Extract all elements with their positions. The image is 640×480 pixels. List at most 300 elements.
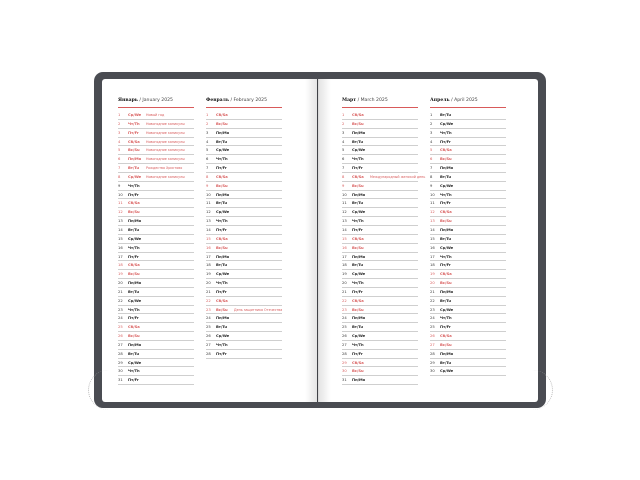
- day-number: 21: [430, 289, 435, 294]
- weekday-label: Пт/Fr: [216, 351, 227, 356]
- day-row: [342, 120, 418, 129]
- weekday-label: Вт/Tu: [352, 201, 364, 206]
- day-row: [342, 253, 418, 262]
- day-row: [342, 270, 418, 279]
- weekday-label: Чт/Th: [440, 130, 452, 135]
- weekday-label: Сб/Sa: [216, 113, 228, 117]
- weekday-label: Чт/Th: [216, 219, 228, 224]
- day-number: 8: [118, 174, 121, 179]
- day-number: 22: [206, 298, 211, 303]
- holiday-note: Новогодние каникулы: [146, 157, 185, 162]
- day-row: [206, 191, 282, 200]
- day-list: [430, 111, 506, 376]
- weekday-label: Сб/Sa: [440, 334, 452, 339]
- weekday-label: Пн/Mo: [216, 316, 230, 321]
- day-number: 7: [430, 166, 433, 171]
- day-row: [430, 261, 506, 270]
- month-name-ru: Апрель: [430, 98, 450, 103]
- day-row: [118, 297, 194, 306]
- day-row: [206, 350, 282, 359]
- day-number: 9: [206, 183, 209, 188]
- day-row: [430, 350, 506, 359]
- day-row: [342, 191, 418, 200]
- day-number: 7: [206, 166, 209, 171]
- day-row: [118, 279, 194, 288]
- page-gutter: [305, 79, 331, 402]
- day-number: 15: [430, 236, 435, 241]
- day-number: 19: [118, 272, 123, 277]
- day-row: [118, 332, 194, 341]
- day-row: [206, 182, 282, 191]
- day-number: 23: [430, 307, 435, 312]
- day-number: 24: [118, 316, 123, 321]
- weekday-label: Вс/Su: [440, 281, 452, 286]
- day-number: 18: [342, 263, 347, 268]
- day-row: [206, 226, 282, 235]
- weekday-label: Вт/Tu: [440, 298, 452, 303]
- day-row: [206, 253, 282, 262]
- day-row: [430, 332, 506, 341]
- day-row: [118, 376, 194, 385]
- day-row: [342, 261, 418, 270]
- day-row: [118, 288, 194, 297]
- day-row: [342, 217, 418, 226]
- day-number: 25: [430, 325, 435, 330]
- day-number: 28: [206, 351, 211, 356]
- weekday-label: Пт/Fr: [216, 166, 227, 171]
- day-row: [206, 306, 282, 315]
- day-number: 11: [118, 201, 123, 206]
- day-number: 15: [206, 236, 211, 241]
- day-number: 18: [430, 263, 435, 268]
- day-number: 8: [206, 174, 209, 179]
- weekday-label: Ср/We: [352, 148, 366, 153]
- day-row: [342, 314, 418, 323]
- day-number: 27: [430, 342, 435, 347]
- weekday-label: Пт/Fr: [216, 227, 227, 232]
- day-number: 3: [430, 130, 433, 135]
- weekday-label: Вс/Su: [216, 307, 228, 312]
- weekday-label: Пт/Fr: [128, 130, 139, 135]
- day-number: 25: [342, 325, 347, 330]
- holiday-note: День защитника Отечества: [234, 307, 283, 312]
- day-number: 11: [430, 201, 435, 206]
- weekday-label: Чт/Th: [128, 245, 140, 250]
- day-row: [342, 173, 426, 182]
- weekday-label: Пн/Mo: [440, 351, 454, 356]
- weekday-label: Пт/Fr: [128, 254, 139, 259]
- day-row: [430, 164, 506, 173]
- weekday-label: Вс/Su: [128, 148, 140, 153]
- day-number: 23: [342, 307, 347, 312]
- weekday-label: Вс/Su: [128, 272, 140, 277]
- month-block-february: [206, 97, 282, 359]
- day-number: 7: [118, 166, 121, 171]
- day-row: [206, 138, 282, 147]
- day-number: 10: [206, 192, 211, 197]
- holiday-note: Новогодние каникулы: [146, 121, 185, 126]
- weekday-label: Ср/We: [440, 121, 454, 126]
- day-number: 12: [430, 210, 435, 215]
- day-list: [118, 111, 194, 385]
- day-row: [342, 138, 418, 147]
- day-number: 2: [118, 121, 121, 126]
- day-number: 14: [430, 227, 435, 232]
- day-row: [342, 226, 418, 235]
- day-row: [342, 332, 418, 341]
- day-number: 12: [206, 210, 211, 215]
- day-row: [206, 120, 282, 129]
- weekday-label: Сб/Sa: [216, 298, 228, 303]
- day-number: 30: [430, 369, 435, 374]
- day-number: 24: [430, 316, 435, 321]
- day-number: 26: [342, 334, 347, 339]
- month-header: Март / March 2025: [342, 98, 388, 103]
- month-underline: [430, 107, 506, 108]
- weekday-label: Вс/Su: [216, 245, 228, 250]
- day-row: [118, 244, 194, 253]
- day-row: [118, 191, 194, 200]
- day-number: 26: [118, 334, 123, 339]
- day-row: [342, 208, 418, 217]
- weekday-label: Вс/Su: [352, 183, 364, 188]
- day-number: 16: [430, 245, 435, 250]
- day-number: 26: [430, 334, 435, 339]
- weekday-label: Ср/We: [128, 360, 142, 365]
- day-number: 22: [430, 298, 435, 303]
- holiday-note: Новогодние каникулы: [146, 148, 185, 153]
- weekday-label: Вт/Tu: [352, 139, 364, 144]
- weekday-label: Пн/Mo: [128, 219, 142, 224]
- weekday-label: Пн/Mo: [216, 254, 230, 259]
- weekday-label: Ср/We: [216, 272, 230, 277]
- weekday-label: Вс/Su: [216, 183, 228, 188]
- day-row: [118, 146, 194, 155]
- day-number: 30: [118, 369, 123, 374]
- day-number: 27: [206, 342, 211, 347]
- weekday-label: Чт/Th: [440, 316, 452, 321]
- day-number: 6: [206, 157, 209, 162]
- day-number: 17: [430, 254, 435, 259]
- weekday-label: Чт/Th: [128, 183, 140, 188]
- month-name-en: March 2025: [360, 98, 388, 103]
- weekday-label: Чт/Th: [440, 254, 452, 259]
- day-row: [206, 217, 282, 226]
- day-number: 28: [430, 351, 435, 356]
- day-number: 1: [342, 113, 345, 117]
- day-number: 4: [206, 139, 209, 144]
- day-row: [430, 120, 506, 129]
- day-row: [342, 323, 418, 332]
- day-list: [206, 111, 282, 359]
- day-row: [118, 323, 194, 332]
- day-number: 20: [206, 281, 211, 286]
- day-number: 6: [118, 157, 121, 162]
- day-number: 6: [430, 157, 433, 162]
- month-name-en: February 2025: [233, 98, 268, 103]
- weekday-label: Вт/Tu: [440, 360, 452, 365]
- weekday-label: Ср/We: [128, 298, 142, 303]
- month-name-en: April 2025: [454, 98, 478, 103]
- weekday-label: Вт/Tu: [440, 236, 452, 241]
- day-number: 29: [430, 360, 435, 365]
- day-number: 24: [206, 316, 211, 321]
- day-number: 22: [118, 298, 123, 303]
- day-row: [430, 288, 506, 297]
- weekday-label: Пн/Mo: [352, 130, 366, 135]
- day-number: 21: [118, 289, 123, 294]
- day-number: 16: [206, 245, 211, 250]
- weekday-label: Пн/Mo: [352, 378, 366, 383]
- day-number: 5: [118, 148, 121, 153]
- weekday-label: Пт/Fr: [440, 201, 451, 206]
- weekday-label: Чт/Th: [128, 121, 140, 126]
- weekday-label: Пн/Mo: [440, 227, 454, 232]
- day-row: [430, 279, 506, 288]
- day-number: 13: [206, 219, 211, 224]
- day-row: [342, 367, 418, 376]
- weekday-label: Пт/Fr: [128, 378, 139, 383]
- day-row: [118, 367, 194, 376]
- day-number: 19: [430, 272, 435, 277]
- day-number: 31: [118, 378, 123, 383]
- day-number: 22: [342, 298, 347, 303]
- day-row: [342, 129, 418, 138]
- day-row: [206, 146, 282, 155]
- weekday-label: Вт/Tu: [216, 139, 228, 144]
- day-number: 14: [342, 227, 347, 232]
- weekday-label: Пт/Fr: [352, 166, 363, 171]
- weekday-label: Пт/Fr: [440, 263, 451, 268]
- day-row: [430, 182, 506, 191]
- weekday-label: Вт/Tu: [440, 174, 452, 179]
- day-row: [206, 261, 282, 270]
- day-number: 3: [342, 130, 345, 135]
- weekday-label: Пт/Fr: [440, 325, 451, 330]
- day-number: 3: [118, 130, 121, 135]
- day-row: [118, 359, 194, 368]
- weekday-label: Пн/Mo: [216, 192, 230, 197]
- day-number: 9: [430, 183, 433, 188]
- weekday-label: Вс/Su: [440, 219, 452, 224]
- day-row: [118, 306, 194, 315]
- day-row: [430, 306, 506, 315]
- day-row: [342, 244, 418, 253]
- day-row: [342, 350, 418, 359]
- day-row: [342, 182, 418, 191]
- weekday-label: Пт/Fr: [128, 192, 139, 197]
- month-header: Февраль / February 2025: [206, 98, 268, 103]
- day-row: [206, 279, 282, 288]
- weekday-label: Ср/We: [216, 334, 230, 339]
- day-row: [206, 297, 282, 306]
- day-number: 12: [342, 210, 347, 215]
- day-number: 27: [342, 342, 347, 347]
- day-number: 21: [206, 289, 211, 294]
- day-row: [206, 208, 282, 217]
- day-number: 10: [118, 192, 123, 197]
- day-number: 13: [342, 219, 347, 224]
- month-name-ru: Март: [342, 98, 357, 103]
- day-row: [430, 111, 506, 120]
- day-row: [206, 323, 282, 332]
- day-number: 8: [342, 174, 345, 179]
- weekday-label: Ср/We: [440, 245, 454, 250]
- weekday-label: Пн/Mo: [440, 166, 454, 171]
- weekday-label: Сб/Sa: [352, 174, 364, 179]
- day-row: [430, 367, 506, 376]
- weekday-label: Вс/Su: [440, 342, 452, 347]
- day-number: 4: [118, 139, 121, 144]
- weekday-label: Пт/Fr: [128, 316, 139, 321]
- weekday-label: Вт/Tu: [128, 289, 140, 294]
- day-row: [118, 217, 194, 226]
- weekday-label: Вт/Tu: [352, 263, 364, 268]
- day-number: 17: [206, 254, 211, 259]
- weekday-label: Сб/Sa: [128, 201, 140, 206]
- day-row: [206, 164, 282, 173]
- day-number: 4: [342, 139, 345, 144]
- day-number: 11: [342, 201, 347, 206]
- day-row: [206, 173, 282, 182]
- day-row: [118, 270, 194, 279]
- weekday-label: Вс/Su: [352, 245, 364, 250]
- day-number: 5: [206, 148, 209, 153]
- month-name-ru: Февраль: [206, 98, 230, 103]
- day-number: 18: [206, 263, 211, 268]
- day-number: 9: [342, 183, 345, 188]
- day-number: 16: [342, 245, 347, 250]
- day-row: [118, 199, 194, 208]
- weekday-label: Ср/We: [440, 369, 454, 374]
- day-number: 2: [430, 121, 433, 126]
- day-number: 2: [342, 121, 345, 126]
- weekday-label: Сб/Sa: [216, 236, 228, 241]
- day-row: [342, 146, 418, 155]
- weekday-label: Ср/We: [352, 210, 366, 215]
- weekday-label: Вт/Tu: [128, 351, 140, 356]
- day-row: [342, 359, 418, 368]
- day-row: [118, 253, 194, 262]
- day-number: 20: [430, 281, 435, 286]
- weekday-label: Пн/Mo: [128, 342, 142, 347]
- day-number: 11: [206, 201, 211, 206]
- day-row: [342, 155, 418, 164]
- day-row: [206, 199, 282, 208]
- weekday-label: Чт/Th: [352, 157, 364, 162]
- weekday-label: Вт/Tu: [128, 166, 140, 171]
- holiday-note: Рождество Христово: [146, 166, 183, 171]
- weekday-label: Ср/We: [128, 236, 142, 241]
- day-number: 25: [118, 325, 123, 330]
- day-number: 9: [118, 183, 121, 188]
- day-number: 31: [342, 378, 347, 383]
- weekday-label: Ср/We: [440, 307, 454, 312]
- weekday-label: Пт/Fr: [352, 289, 363, 294]
- day-number: 17: [342, 254, 347, 259]
- day-number: 5: [430, 148, 433, 153]
- day-row: [342, 306, 418, 315]
- day-row: [430, 244, 506, 253]
- day-number: 25: [206, 325, 211, 330]
- day-row: [430, 323, 506, 332]
- day-row: [430, 191, 506, 200]
- day-number: 1: [118, 113, 121, 117]
- day-row: [342, 111, 418, 120]
- day-row: [118, 350, 194, 359]
- day-number: 15: [118, 236, 123, 241]
- weekday-label: Ср/We: [128, 174, 142, 179]
- day-number: 1: [206, 113, 209, 117]
- day-row: [430, 253, 506, 262]
- weekday-label: Вт/Tu: [216, 325, 228, 330]
- weekday-label: Сб/Sa: [352, 113, 364, 117]
- weekday-label: Пт/Fr: [352, 227, 363, 232]
- day-number: 29: [118, 360, 123, 365]
- weekday-label: Ср/We: [352, 334, 366, 339]
- day-number: 2: [206, 121, 209, 126]
- weekday-label: Сб/Sa: [352, 298, 364, 303]
- day-row: [342, 279, 418, 288]
- day-row: [118, 111, 194, 120]
- day-row: [342, 235, 418, 244]
- weekday-label: Сб/Sa: [128, 263, 140, 268]
- month-underline: [206, 107, 282, 108]
- weekday-label: Ср/We: [216, 148, 230, 153]
- month-underline: [342, 107, 418, 108]
- month-name-ru: Январь: [118, 98, 138, 103]
- day-row: [118, 314, 194, 323]
- holiday-note: Новогодние каникулы: [146, 130, 185, 135]
- day-row: [430, 155, 506, 164]
- day-number: 20: [118, 281, 123, 286]
- day-row: [118, 173, 194, 182]
- day-row: [430, 314, 506, 323]
- weekday-label: Ср/We: [440, 183, 454, 188]
- weekday-label: Пн/Mo: [216, 130, 230, 135]
- weekday-label: Чт/Th: [440, 192, 452, 197]
- day-number: 14: [118, 227, 123, 232]
- weekday-label: Чт/Th: [216, 342, 228, 347]
- weekday-label: Вс/Su: [352, 307, 364, 312]
- day-number: 7: [342, 166, 345, 171]
- weekday-label: Вс/Su: [128, 334, 140, 339]
- weekday-label: Чт/Th: [352, 281, 364, 286]
- day-number: 13: [430, 219, 435, 224]
- day-number: 19: [342, 272, 347, 277]
- day-row: [206, 129, 282, 138]
- month-underline: [118, 107, 194, 108]
- day-row: [118, 226, 194, 235]
- day-row: [430, 341, 506, 350]
- day-row: [206, 235, 282, 244]
- weekday-label: Вт/Tu: [128, 227, 140, 232]
- weekday-label: Сб/Sa: [352, 360, 364, 365]
- weekday-label: Чт/Th: [128, 307, 140, 312]
- day-number: 16: [118, 245, 123, 250]
- weekday-label: Чт/Th: [128, 369, 140, 374]
- day-row: [118, 155, 194, 164]
- day-number: 13: [118, 219, 123, 224]
- month-block-march: [342, 97, 426, 385]
- weekday-label: Вс/Su: [352, 369, 364, 374]
- weekday-label: Чт/Th: [352, 219, 364, 224]
- weekday-label: Пн/Mo: [128, 157, 142, 162]
- day-number: 10: [430, 192, 435, 197]
- day-row: [118, 120, 194, 129]
- day-row: [118, 182, 194, 191]
- day-row: [430, 129, 506, 138]
